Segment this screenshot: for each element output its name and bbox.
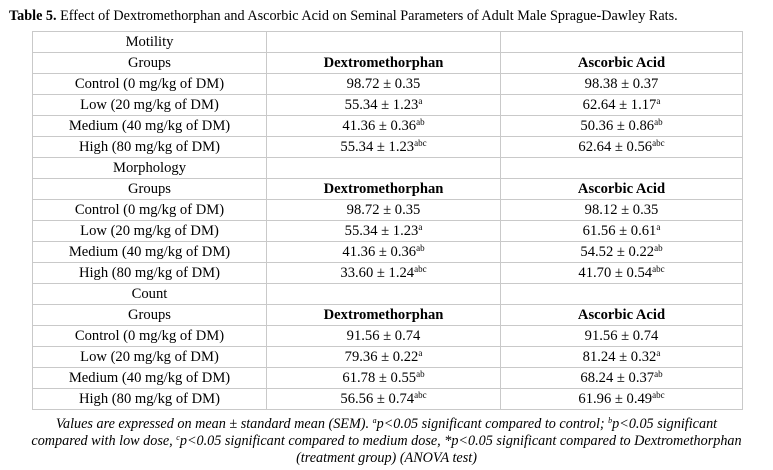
dextromethorphan-value: 55.34 ± 1.23$^{abc}$ [267,137,501,158]
header-row [33,53,743,74]
dextromethorphan-value: 41.36 ± 0.36$^{ab}$ [267,116,501,137]
significance-superscript: a [418,222,423,232]
significance-superscript: abc [414,264,427,274]
table-row [33,347,743,368]
table-row [33,368,743,389]
section-row [33,158,743,179]
group-cell: High (80 mg/kg of DM) [33,389,267,410]
group-cell: Low (20 mg/kg of DM) [33,347,267,368]
ascorbic-acid-value: 62.64 ± 1.17$^a$ [501,95,743,116]
significance-superscript: abc [414,138,427,148]
significance-superscript: abc [652,390,665,400]
table-row [33,389,743,410]
table-body [33,32,743,410]
table-row [33,263,743,284]
footnote-line-1: Values are expressed on mean ± standard mean (SEM). $^a$p<0.05 significant compared to control; $^b$p<0.05 significant [55,416,718,432]
table-row [33,326,743,347]
table-row [33,242,743,263]
ascorbic-acid-header: Ascorbic Acid [501,179,743,200]
significance-superscript: ab [654,243,663,253]
ascorbic-acid-value: 41.70 ± 0.54$^{abc}$ [501,263,743,284]
dextromethorphan-value: 41.36 ± 0.36$^{ab}$ [267,242,501,263]
ascorbic-acid-value: 91.56 ± 0.74 [501,326,743,347]
dextromethorphan-header: Dextromethorphan [267,179,501,200]
ascorbic-acid-value: 50.36 ± 0.86$^{ab}$ [501,116,743,137]
group-cell: Low (20 mg/kg of DM) [33,95,267,116]
group-cell: High (80 mg/kg of DM) [33,263,267,284]
ascorbic-acid-value: 98.38 ± 0.37 [501,74,743,95]
ascorbic-acid-value: 98.12 ± 0.35 [501,200,743,221]
table-caption [9,7,769,25]
header-row [33,305,743,326]
dextromethorphan-value: 98.72 ± 0.35 [267,200,501,221]
section-title: Morphology [33,158,267,179]
table-label: Table 5. [9,8,57,24]
groups-header: Groups [33,305,267,326]
table-footnote [0,416,773,467]
groups-header: Groups [33,179,267,200]
group-cell: Medium (40 mg/kg of DM) [33,368,267,389]
significance-superscript: ab [416,369,425,379]
group-cell: Control (0 mg/kg of DM) [33,74,267,95]
data-table [32,31,743,410]
ascorbic-acid-header: Ascorbic Acid [501,305,743,326]
empty-cell [501,284,743,305]
table-title: Effect of Dextromethorphan and Ascorbic Acid on Seminal Parameters of Adult Male Sprague-Dawley Rats. [56,8,678,24]
empty-cell [267,284,501,305]
group-cell: Control (0 mg/kg of DM) [33,200,267,221]
significance-superscript: a [418,348,423,358]
table-row [33,221,743,242]
significance-superscript: ab [654,369,663,379]
table-row [33,95,743,116]
header-row [33,179,743,200]
dextromethorphan-value: 98.72 ± 0.35 [267,74,501,95]
section-row [33,284,743,305]
section-title: Motility [33,32,267,53]
dextromethorphan-value: 79.36 ± 0.22$^a$ [267,347,501,368]
significance-superscript: a [656,222,661,232]
table-row [33,74,743,95]
section-row [33,32,743,53]
significance-superscript: ab [416,117,425,127]
section-title: Count [33,284,267,305]
dextromethorphan-value: 91.56 ± 0.74 [267,326,501,347]
group-cell: Medium (40 mg/kg of DM) [33,242,267,263]
empty-cell [267,32,501,53]
empty-cell [501,158,743,179]
significance-superscript: abc [652,264,665,274]
ascorbic-acid-value: 81.24 ± 0.32$^a$ [501,347,743,368]
group-cell: Low (20 mg/kg of DM) [33,221,267,242]
empty-cell [501,32,743,53]
dextromethorphan-header: Dextromethorphan [267,53,501,74]
dextromethorphan-value: 55.34 ± 1.23$^a$ [267,221,501,242]
ascorbic-acid-value: 68.24 ± 0.37$^{ab}$ [501,368,743,389]
table-row [33,116,743,137]
group-cell: Control (0 mg/kg of DM) [33,326,267,347]
groups-header: Groups [33,53,267,74]
ascorbic-acid-value: 62.64 ± 0.56$^{abc}$ [501,137,743,158]
significance-superscript: a [418,96,423,106]
footnote-line-2: compared with low dose, $^c$p<0.05 significant compared to medium dose, *p<0.05 significant compared to Dextromethorphan [31,433,742,449]
dextromethorphan-value: 33.60 ± 1.24$^{abc}$ [267,263,501,284]
empty-cell [267,158,501,179]
dextromethorphan-value: 55.34 ± 1.23$^a$ [267,95,501,116]
dextromethorphan-value: 61.78 ± 0.55$^{ab}$ [267,368,501,389]
ascorbic-acid-value: 61.96 ± 0.49$^{abc}$ [501,389,743,410]
significance-superscript: abc [414,390,427,400]
table-row [33,200,743,221]
significance-superscript: ab [416,243,425,253]
significance-superscript: abc [652,138,665,148]
significance-superscript: ab [654,117,663,127]
significance-superscript: a [656,96,661,106]
group-cell: Medium (40 mg/kg of DM) [33,116,267,137]
ascorbic-acid-value: 54.52 ± 0.22$^{ab}$ [501,242,743,263]
ascorbic-acid-header: Ascorbic Acid [501,53,743,74]
dextromethorphan-value: 56.56 ± 0.74$^{abc}$ [267,389,501,410]
ascorbic-acid-value: 61.56 ± 0.61$^a$ [501,221,743,242]
footnote-line-3: (treatment group) (ANOVA test) [296,450,477,466]
table-row [33,137,743,158]
group-cell: High (80 mg/kg of DM) [33,137,267,158]
significance-superscript: a [656,348,661,358]
dextromethorphan-header: Dextromethorphan [267,305,501,326]
